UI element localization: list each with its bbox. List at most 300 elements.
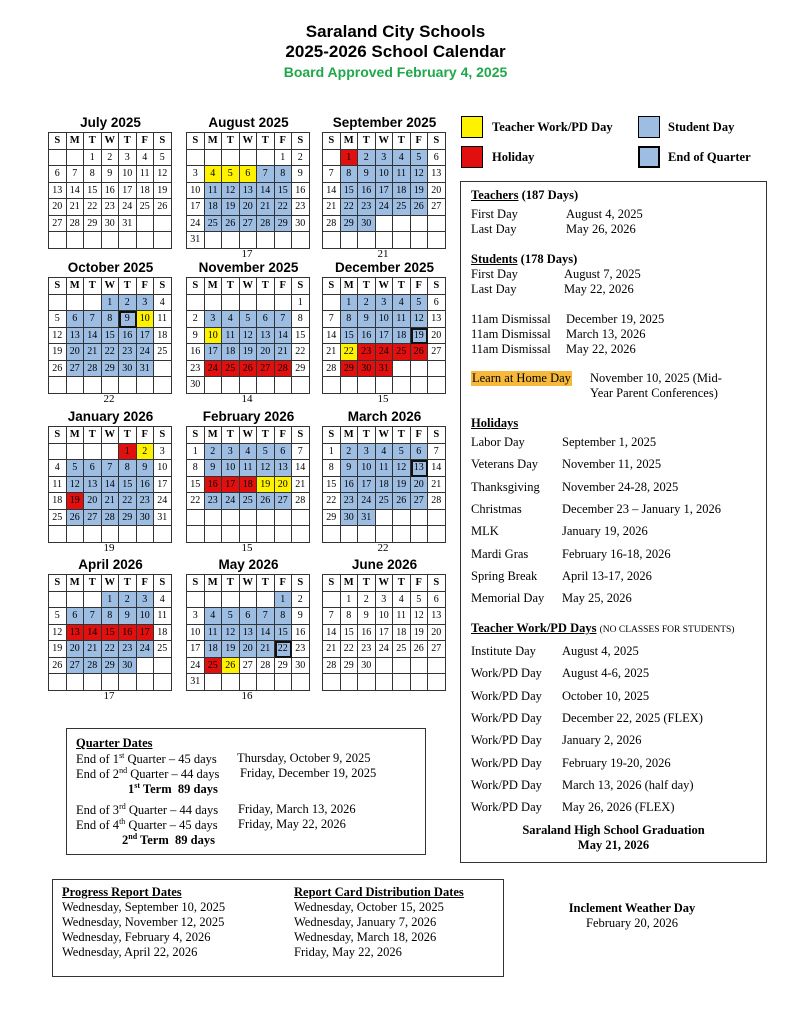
holiday-label: Spring Break bbox=[471, 568, 538, 583]
month-calendar bbox=[48, 259, 173, 405]
dismissal-date: March 13, 2026 bbox=[566, 327, 646, 341]
calendar-empty-cell bbox=[275, 510, 293, 527]
calendar-day: 11 bbox=[393, 311, 411, 328]
calendar-empty-cell bbox=[393, 377, 411, 394]
calendar-day: 27 bbox=[49, 216, 67, 233]
pd-date: October 10, 2025 bbox=[562, 688, 650, 703]
calendar-empty-cell bbox=[67, 295, 85, 312]
quarter-3-date: Friday, March 13, 2026 bbox=[238, 802, 356, 816]
calendar-day: 6 bbox=[240, 166, 258, 183]
calendar-empty-cell bbox=[222, 510, 240, 527]
calendar-empty-cell bbox=[222, 674, 240, 691]
calendar-day: 7 bbox=[102, 460, 120, 477]
calendar-day: 11 bbox=[205, 183, 223, 200]
calendar-empty-cell bbox=[67, 444, 85, 461]
pd-label: Work/PD Day bbox=[471, 688, 542, 703]
holidays-heading: Holidays bbox=[471, 416, 519, 430]
calendar-day: 16 bbox=[137, 477, 155, 494]
calendar-day: 30 bbox=[119, 658, 137, 675]
month-title: May 2026 bbox=[218, 557, 279, 572]
calendar-empty-cell bbox=[411, 377, 429, 394]
weekday-header: M bbox=[341, 427, 359, 444]
calendar-empty-cell bbox=[67, 232, 85, 249]
month-calendar bbox=[322, 408, 447, 554]
page-subtitle: 2025-2026 School Calendar bbox=[285, 42, 506, 61]
calendar-day: 16 bbox=[205, 477, 223, 494]
calendar-day: 4 bbox=[205, 608, 223, 625]
calendar-day: 6 bbox=[240, 608, 258, 625]
calendar-empty-cell bbox=[376, 216, 394, 233]
calendar-day: 2 bbox=[102, 150, 120, 167]
calendar-day: 13 bbox=[84, 477, 102, 494]
calendar-day: 16 bbox=[358, 328, 376, 345]
calendar-day: 25 bbox=[376, 493, 394, 510]
calendar-empty-cell bbox=[67, 377, 85, 394]
calendar-day: 19 bbox=[257, 477, 275, 494]
calendar-day: 13 bbox=[49, 183, 67, 200]
calendar-day: 21 bbox=[102, 493, 120, 510]
calendar-day: 3 bbox=[137, 592, 155, 609]
calendar-empty-cell bbox=[205, 674, 223, 691]
calendar-day: 1 bbox=[275, 150, 293, 167]
calendar-day: 4 bbox=[137, 150, 155, 167]
legend-quarter-label: End of Quarter bbox=[668, 150, 751, 164]
legend-holiday-swatch bbox=[461, 146, 483, 168]
teachers-heading: Teachers (187 Days) bbox=[471, 188, 579, 202]
calendar-day: 6 bbox=[275, 444, 293, 461]
calendar-day: 14 bbox=[323, 328, 341, 345]
calendar-empty-cell bbox=[358, 526, 376, 543]
calendar-day: 13 bbox=[240, 625, 258, 642]
calendar-day: 13 bbox=[428, 311, 446, 328]
weekday-header: F bbox=[275, 133, 293, 150]
calendar-day: 3 bbox=[187, 166, 205, 183]
calendar-empty-cell bbox=[428, 232, 446, 249]
calendar-day: 21 bbox=[257, 199, 275, 216]
calendar-day: 20 bbox=[428, 328, 446, 345]
calendar-empty-cell bbox=[292, 526, 310, 543]
weekday-header: S bbox=[187, 278, 205, 295]
weekday-header: M bbox=[205, 133, 223, 150]
students-last-label: Last Day bbox=[471, 282, 517, 296]
calendar-empty-cell bbox=[187, 592, 205, 609]
calendar-day: 2 bbox=[292, 150, 310, 167]
calendar-day: 12 bbox=[154, 166, 172, 183]
calendar-day: 6 bbox=[84, 460, 102, 477]
calendar-day: 25 bbox=[49, 510, 67, 527]
calendar-empty-cell bbox=[102, 674, 120, 691]
calendar-day: 25 bbox=[240, 493, 258, 510]
calendar-day: 13 bbox=[257, 328, 275, 345]
month-calendar bbox=[48, 114, 173, 248]
calendar-empty-cell bbox=[292, 377, 310, 394]
calendar-empty-cell bbox=[222, 150, 240, 167]
calendar-day: 1 bbox=[275, 592, 293, 609]
calendar-day: 12 bbox=[240, 328, 258, 345]
calendar-day: 28 bbox=[67, 216, 85, 233]
calendar-day: 23 bbox=[137, 493, 155, 510]
weekday-header: W bbox=[102, 278, 120, 295]
calendar-day: 8 bbox=[275, 166, 293, 183]
weekday-header: S bbox=[428, 133, 446, 150]
calendar-day: 8 bbox=[187, 460, 205, 477]
quarter-2-date: Friday, December 19, 2025 bbox=[240, 766, 377, 780]
calendar-day: 16 bbox=[102, 183, 120, 200]
calendar-day: 16 bbox=[292, 625, 310, 642]
calendar-day: 21 bbox=[84, 641, 102, 658]
holiday-date: November 24-28, 2025 bbox=[562, 479, 679, 494]
calendar-empty-cell bbox=[67, 674, 85, 691]
weekday-header: T bbox=[222, 133, 240, 150]
calendar-day: 1 bbox=[341, 592, 359, 609]
month-days-grid bbox=[48, 574, 172, 691]
calendar-day: 8 bbox=[323, 460, 341, 477]
calendar-day: 3 bbox=[187, 608, 205, 625]
calendar-day: 23 bbox=[292, 641, 310, 658]
calendar-day: 17 bbox=[222, 477, 240, 494]
calendar-day: 14 bbox=[84, 328, 102, 345]
calendar-day: 5 bbox=[222, 608, 240, 625]
calendar-day: 17 bbox=[187, 199, 205, 216]
page-title: Saraland City Schools bbox=[305, 22, 486, 41]
calendar-day: 9 bbox=[358, 166, 376, 183]
calendar-day: 12 bbox=[411, 311, 429, 328]
calendar-day: 11 bbox=[154, 311, 172, 328]
legend-work-label: Teacher Work/PD Day bbox=[492, 120, 613, 134]
calendar-day: 10 bbox=[376, 311, 394, 328]
calendar-day: 31 bbox=[137, 361, 155, 378]
learn-home-date-cont: Year Parent Conferences) bbox=[590, 386, 718, 400]
calendar-day: 30 bbox=[119, 361, 137, 378]
calendar-empty-cell bbox=[187, 526, 205, 543]
calendar-day: 6 bbox=[67, 311, 85, 328]
calendar-empty-cell bbox=[49, 295, 67, 312]
weekday-header: T bbox=[119, 575, 137, 592]
calendar-day: 18 bbox=[205, 199, 223, 216]
weekday-header: F bbox=[275, 278, 293, 295]
calendar-day: 7 bbox=[323, 608, 341, 625]
progress-date: Wednesday, November 12, 2025 bbox=[62, 915, 225, 929]
month-calendar bbox=[48, 408, 173, 554]
calendar-day: 31 bbox=[154, 510, 172, 527]
calendar-day: 21 bbox=[275, 344, 293, 361]
month-days-grid bbox=[322, 132, 446, 249]
calendar-day: 20 bbox=[49, 199, 67, 216]
calendar-day: 27 bbox=[240, 658, 258, 675]
calendar-empty-cell bbox=[393, 361, 411, 378]
calendar-empty-cell bbox=[84, 444, 102, 461]
weekday-header: M bbox=[67, 133, 85, 150]
calendar-day: 2 bbox=[119, 295, 137, 312]
calendar-day: 10 bbox=[222, 460, 240, 477]
calendar-day: 5 bbox=[154, 150, 172, 167]
calendar-day: 29 bbox=[341, 216, 359, 233]
calendar-empty-cell bbox=[102, 444, 120, 461]
weekday-header: S bbox=[323, 427, 341, 444]
pd-date: August 4, 2025 bbox=[562, 644, 639, 658]
calendar-empty-cell bbox=[84, 295, 102, 312]
holiday-label: Veterans Day bbox=[471, 457, 538, 472]
students-last-date: May 22, 2026 bbox=[564, 282, 634, 296]
calendar-day: 26 bbox=[67, 510, 85, 527]
weekday-header: T bbox=[84, 575, 102, 592]
calendar-day: 26 bbox=[49, 658, 67, 675]
calendar-day: 14 bbox=[257, 183, 275, 200]
inclement-heading: Inclement Weather Day bbox=[568, 901, 696, 915]
calendar-day: 20 bbox=[240, 641, 258, 658]
calendar-day: 22 bbox=[119, 493, 137, 510]
calendar-day: 9 bbox=[137, 460, 155, 477]
calendar-day: 22 bbox=[187, 493, 205, 510]
month-title: June 2026 bbox=[351, 557, 418, 572]
calendar-day: 6 bbox=[428, 592, 446, 609]
calendar-day: 10 bbox=[137, 608, 155, 625]
calendar-day: 27 bbox=[240, 216, 258, 233]
calendar-empty-cell bbox=[67, 150, 85, 167]
calendar-day: 15 bbox=[275, 625, 293, 642]
calendar-day: 24 bbox=[119, 199, 137, 216]
calendar-day: 30 bbox=[292, 216, 310, 233]
calendar-day: 17 bbox=[137, 328, 155, 345]
calendar-day: 7 bbox=[257, 608, 275, 625]
calendar-day: 29 bbox=[323, 510, 341, 527]
weekday-header: F bbox=[137, 133, 155, 150]
calendar-day: 9 bbox=[358, 608, 376, 625]
calendar-empty-cell bbox=[187, 510, 205, 527]
calendar-empty-cell bbox=[154, 232, 172, 249]
calendar-empty-cell bbox=[393, 658, 411, 675]
teachers-last-label: Last Day bbox=[471, 222, 517, 236]
calendar-day: 12 bbox=[411, 608, 429, 625]
calendar-day: 18 bbox=[240, 477, 258, 494]
pd-label: Work/PD Day bbox=[471, 777, 542, 792]
weekday-header: W bbox=[376, 575, 394, 592]
weekday-header: T bbox=[393, 427, 411, 444]
calendar-empty-cell bbox=[323, 526, 341, 543]
weekday-header: T bbox=[119, 278, 137, 295]
calendar-day: 18 bbox=[393, 183, 411, 200]
calendar-day: 13 bbox=[411, 460, 429, 477]
calendar-day: 31 bbox=[358, 510, 376, 527]
calendar-empty-cell bbox=[411, 361, 429, 378]
calendar-day: 1 bbox=[119, 444, 137, 461]
calendar-empty-cell bbox=[428, 377, 446, 394]
calendar-day: 9 bbox=[292, 608, 310, 625]
calendar-day: 21 bbox=[84, 344, 102, 361]
calendar-day: 27 bbox=[84, 510, 102, 527]
calendar-day: 15 bbox=[275, 183, 293, 200]
calendar-empty-cell bbox=[411, 674, 429, 691]
calendar-day: 23 bbox=[358, 199, 376, 216]
month-title: November 2025 bbox=[198, 260, 299, 275]
month-calendar bbox=[322, 114, 447, 260]
calendar-empty-cell bbox=[67, 526, 85, 543]
calendar-day: 16 bbox=[341, 477, 359, 494]
calendar-day: 2 bbox=[187, 311, 205, 328]
weekday-header: S bbox=[428, 278, 446, 295]
calendar-day: 4 bbox=[49, 460, 67, 477]
pd-label: Work/PD Day bbox=[471, 710, 542, 725]
approval-note: Board Approved February 4, 2025 bbox=[283, 64, 508, 80]
calendar-day: 10 bbox=[376, 608, 394, 625]
calendar-day: 29 bbox=[275, 216, 293, 233]
calendar-empty-cell bbox=[137, 526, 155, 543]
calendar-empty-cell bbox=[323, 150, 341, 167]
calendar-day: 11 bbox=[393, 166, 411, 183]
calendar-day: 15 bbox=[341, 625, 359, 642]
calendar-day: 2 bbox=[358, 150, 376, 167]
calendar-day: 24 bbox=[376, 641, 394, 658]
calendar-day: 8 bbox=[84, 166, 102, 183]
weekday-header: S bbox=[49, 427, 67, 444]
calendar-empty-cell bbox=[257, 232, 275, 249]
progress-date: Wednesday, September 10, 2025 bbox=[62, 900, 226, 914]
calendar-day: 26 bbox=[240, 361, 258, 378]
calendar-day: 21 bbox=[323, 641, 341, 658]
weekday-header: F bbox=[275, 427, 293, 444]
calendar-day: 26 bbox=[411, 344, 429, 361]
weekday-header: S bbox=[187, 133, 205, 150]
weekday-header: T bbox=[257, 133, 275, 150]
calendar-day: 26 bbox=[222, 216, 240, 233]
quarter-1-date: Thursday, October 9, 2025 bbox=[237, 751, 371, 765]
calendar-day: 19 bbox=[411, 625, 429, 642]
calendar-empty-cell bbox=[119, 674, 137, 691]
calendar-day: 25 bbox=[154, 641, 172, 658]
calendar-day: 11 bbox=[240, 460, 258, 477]
holiday-label: Christmas bbox=[471, 501, 522, 516]
calendar-day: 30 bbox=[187, 377, 205, 394]
calendar-day: 29 bbox=[341, 361, 359, 378]
calendar-day: 12 bbox=[67, 477, 85, 494]
calendar-day: 10 bbox=[119, 166, 137, 183]
month-days-grid bbox=[48, 277, 172, 394]
calendar-day: 1 bbox=[341, 150, 359, 167]
calendar-day: 2 bbox=[205, 444, 223, 461]
calendar-day: 15 bbox=[187, 477, 205, 494]
quarter-3: End of 3rd Quarter – 44 days bbox=[76, 802, 219, 818]
weekday-header: T bbox=[358, 278, 376, 295]
calendar-empty-cell bbox=[257, 150, 275, 167]
weekday-header: W bbox=[102, 133, 120, 150]
weekday-header: F bbox=[137, 575, 155, 592]
calendar-day: 23 bbox=[187, 361, 205, 378]
calendar-empty-cell bbox=[257, 510, 275, 527]
pd-date: February 19-20, 2026 bbox=[562, 755, 671, 770]
calendar-day: 14 bbox=[428, 460, 446, 477]
holiday-date: May 25, 2026 bbox=[562, 591, 632, 606]
calendar-empty-cell bbox=[84, 674, 102, 691]
calendar-day: 22 bbox=[292, 344, 310, 361]
calendar-empty-cell bbox=[222, 232, 240, 249]
calendar-empty-cell bbox=[376, 377, 394, 394]
calendar-empty-cell bbox=[222, 526, 240, 543]
calendar-day: 15 bbox=[323, 477, 341, 494]
graduation-date: May 21, 2026 bbox=[577, 838, 650, 852]
calendar-day: 17 bbox=[119, 183, 137, 200]
calendar-empty-cell bbox=[119, 377, 137, 394]
calendar-empty-cell bbox=[323, 592, 341, 609]
calendar-empty-cell bbox=[154, 674, 172, 691]
calendar-empty-cell bbox=[154, 377, 172, 394]
calendar-day: 24 bbox=[358, 493, 376, 510]
calendar-empty-cell bbox=[84, 232, 102, 249]
month-days-grid bbox=[322, 574, 446, 691]
calendar-empty-cell bbox=[428, 510, 446, 527]
calendar-day: 15 bbox=[341, 183, 359, 200]
calendar-day: 15 bbox=[292, 328, 310, 345]
calendar-day: 2 bbox=[358, 295, 376, 312]
calendar-day: 14 bbox=[67, 183, 85, 200]
holiday-date: December 23 – January 1, 2026 bbox=[562, 501, 721, 516]
calendar-empty-cell bbox=[323, 377, 341, 394]
calendar-day: 5 bbox=[222, 166, 240, 183]
calendar-empty-cell bbox=[240, 295, 258, 312]
weekday-header: W bbox=[102, 575, 120, 592]
calendar-day: 15 bbox=[84, 183, 102, 200]
report-card-date: Friday, May 22, 2026 bbox=[294, 945, 402, 959]
calendar-empty-cell bbox=[137, 658, 155, 675]
calendar-day: 4 bbox=[393, 592, 411, 609]
month-title: March 2026 bbox=[347, 409, 422, 424]
calendar-day: 31 bbox=[119, 216, 137, 233]
calendar-day: 14 bbox=[292, 460, 310, 477]
calendar-empty-cell bbox=[411, 232, 429, 249]
calendar-day: 28 bbox=[275, 361, 293, 378]
progress-date: Wednesday, April 22, 2026 bbox=[62, 945, 198, 959]
teachers-first-label: First Day bbox=[471, 207, 518, 221]
calendar-empty-cell bbox=[187, 150, 205, 167]
weekday-header: S bbox=[187, 575, 205, 592]
calendar-day: 20 bbox=[411, 477, 429, 494]
holiday-label: MLK bbox=[471, 524, 499, 539]
calendar-day: 30 bbox=[358, 216, 376, 233]
weekday-header: T bbox=[358, 427, 376, 444]
weekday-header: T bbox=[257, 427, 275, 444]
weekday-header: S bbox=[154, 427, 172, 444]
weekday-header: M bbox=[341, 575, 359, 592]
month-calendar bbox=[186, 408, 311, 554]
calendar-empty-cell bbox=[67, 592, 85, 609]
calendar-day: 24 bbox=[187, 216, 205, 233]
weekday-header: M bbox=[67, 427, 85, 444]
calendar-day: 20 bbox=[428, 183, 446, 200]
weekday-header: T bbox=[84, 427, 102, 444]
calendar-day: 23 bbox=[341, 493, 359, 510]
term-1: 1st Term 89 days bbox=[128, 781, 218, 797]
month-day-count: 15 bbox=[241, 541, 253, 554]
quarter-4-date: Friday, May 22, 2026 bbox=[238, 817, 346, 831]
calendar-empty-cell bbox=[49, 592, 67, 609]
calendar-day: 5 bbox=[240, 311, 258, 328]
calendar-day: 5 bbox=[393, 444, 411, 461]
calendar-day: 3 bbox=[376, 295, 394, 312]
calendar-day: 7 bbox=[323, 311, 341, 328]
calendar-day: 12 bbox=[222, 183, 240, 200]
calendar-day: 25 bbox=[154, 344, 172, 361]
quarter-4: End of 4th Quarter – 45 days bbox=[76, 817, 218, 833]
calendar-empty-cell bbox=[154, 526, 172, 543]
calendar-day: 8 bbox=[275, 608, 293, 625]
calendar-day: 16 bbox=[358, 183, 376, 200]
calendar-empty-cell bbox=[411, 526, 429, 543]
calendar-empty-cell bbox=[376, 526, 394, 543]
calendar-day: 23 bbox=[292, 199, 310, 216]
calendar-day: 22 bbox=[275, 641, 293, 658]
calendar-day: 21 bbox=[292, 477, 310, 494]
report-card-date: Wednesday, January 7, 2026 bbox=[294, 915, 437, 929]
calendar-day: 17 bbox=[137, 625, 155, 642]
